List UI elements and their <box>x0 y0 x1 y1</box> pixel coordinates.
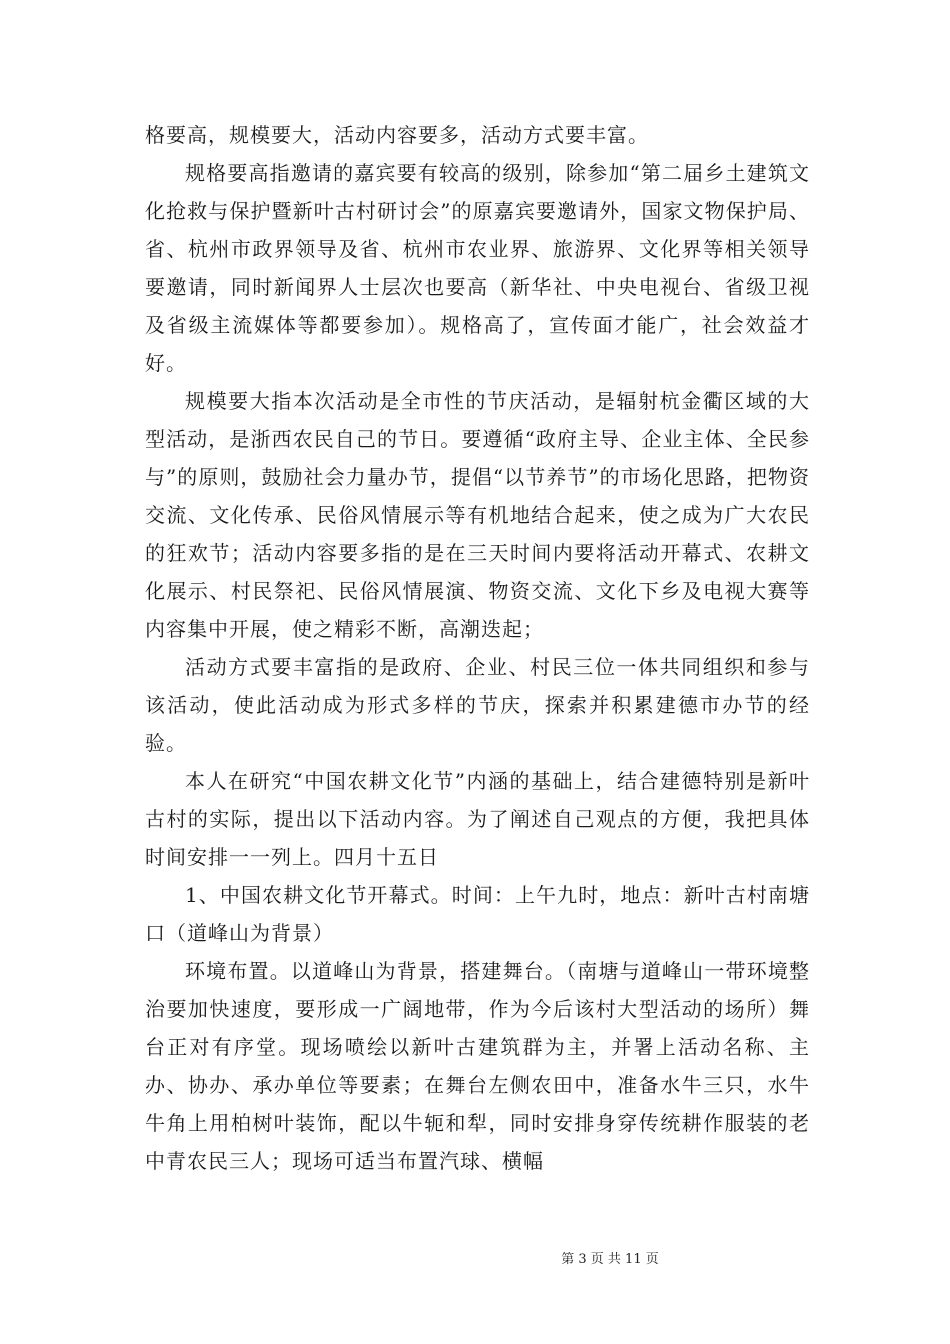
page-number-footer: 第 3 页 共 11 页 <box>561 1252 659 1267</box>
paragraph-6: 1、中国农耕文化节开幕式。时间：上午九时，地点：新叶古村南塘口（道峰山为背景） <box>145 883 810 945</box>
paragraph-4: 活动方式要丰富指的是政府、企业、村民三位一体共同组织和参与该活动，使此活动成为形式多样的节庆，探索并积累建德市办节的经验。 <box>145 655 810 755</box>
paragraph-7: 环境布置。以道峰山为背景，搭建舞台。（南塘与道峰山一带环境整治要加快速度，要形成一广阔地带，作为今后该村大型活动的场所）舞台正对有序堂。现场喷绘以新叶古建筑群为主，并署上活动名称、主办、协办、承办单位等要素；在舞台左侧农田中，准备水牛三只，水牛牛角上用柏树叶装饰，配以牛轭和犁，同时安排身穿传统耕作服装的老中青农民三人；现场可适当布置汽球、横幅 <box>145 959 810 1173</box>
paragraph-2: 规格要高指邀请的嘉宾要有较高的级别，除参加“第二届乡土建筑文化抢救与保护暨新叶古村研讨会”的原嘉宾要邀请外，国家文物保护局、省、杭州市政界领导及省、杭州市农业界、旅游界、文化界等相关领导要邀请，同时新闻界人士层次也要高（新华社、中央电视台、省级卫视及省级主流媒体等都要参加）。规格高了，宣传面才能广，社会效益才好。 <box>145 161 810 375</box>
paragraph-5: 本人在研究“中国农耕文化节”内涵的基础上，结合建德特别是新叶古村的实际，提出以下活动内容。为了阐述自己观点的方便，我把具体时间安排一一列上。四月十五日 <box>145 769 810 869</box>
paragraph-3: 规模要大指本次活动是全市性的节庆活动，是辐射杭金衢区域的大型活动，是浙西农民自己的节日。要遵循“政府主导、企业主体、全民参与”的原则，鼓励社会力量办节，提倡“以节养节”的市场化思路，把物资交流、文化传承、民俗风情展示等有机地结合起来，使之成为广大农民的狂欢节；活动内容要多指的是在三天时间内要将活动开幕式、农耕文化展示、村民祭祀、民俗风情展演、物资交流、文化下乡及电视大赛等内容集中开展，使之精彩不断，高潮迭起； <box>145 389 810 641</box>
document-body <box>145 116 810 1180</box>
paragraph-1: 格要高，规模要大，活动内容要多，活动方式要丰富。 <box>145 123 649 147</box>
